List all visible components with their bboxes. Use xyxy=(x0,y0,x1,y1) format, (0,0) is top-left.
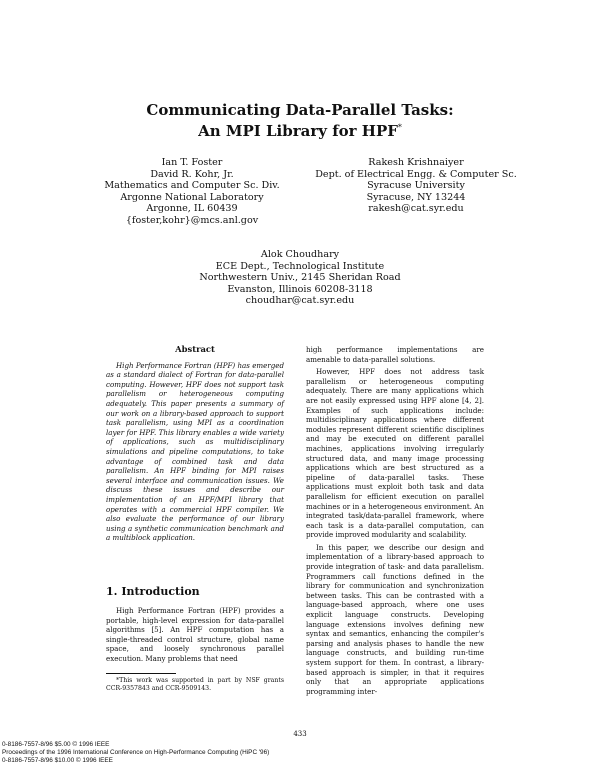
title-footnote-mark: * xyxy=(397,123,402,132)
author-name: David R. Kohr, Jr. xyxy=(150,168,234,180)
author-location: Evanston, Illinois 60208-3118 xyxy=(227,283,373,295)
author-name: Rakesh Krishnaiyer xyxy=(368,157,464,168)
author-affiliation: Argonne National Laboratory xyxy=(120,191,264,203)
author-affiliation: Mathematics and Computer Sc. Div. xyxy=(104,180,280,191)
author-email: rakesh@cat.syr.edu xyxy=(368,203,464,214)
author-location: Syracuse, NY 13244 xyxy=(366,191,466,203)
paper-title-line1: Communicating Data-Parallel Tasks: xyxy=(146,101,454,119)
abstract-text: High Performance Fortran (HPF) has emerged as a standard dialect of Fortran for data-parallel computing. However, HPF does not support task parallelism or heterogeneous computing adequately. This paper presents a summary of our work on a library-based approach to support task parallelism, using MPI as a coordination layer for HPF. This library enables a wide variety of applications, such as multidisciplinary simulations and pipeline computations, to take advantage of combined task and data parallelism. An HPF binding for MPI raises several interface and communication issues. We discuss these issues and describe our implementation of an HPF/MPI library that operates with a commercial HPF compiler. We also evaluate the performance of our library using a synthetic communication benchmark and a multiblock application. xyxy=(106,360,284,543)
author-block-choudhary xyxy=(150,249,450,307)
body-paragraph: high performance implementations are amenable to data-parallel solutions. xyxy=(306,345,484,364)
body-paragraph: However, HPF does not address task parallelism or heterogeneous computing adequately. There are many applications which are not easily expressed using HPF alone [4, 2]. Examples of such applications include: multidisciplinary applications where different modules represent different scientific disciplines and may be executed on different parallel machines, applications involving irregularly structured data, and many image processing applications which are best structured as a pipeline of data-parallel tasks. These applications must exploit both task and data parallelism for efficient execution on parallel machines or in a heterogeneous environment. An integrated task/data-parallel framework, where each task is a data-parallel computation, can provide improved modularity and scalability. xyxy=(306,367,484,540)
footnote-rule xyxy=(106,673,176,674)
author-affiliation: Syracuse University xyxy=(367,180,465,191)
author-block-krishnaiyer xyxy=(296,157,536,215)
body-paragraph: In this paper, we describe our design and implementation of a library-based approach to provide integration of task- and data parallelism. Programmers call functions defined in the library for communication and synchronization between tasks. This can be contrasted with a language-based approach, where one uses explicit language constructs. Developing language extensions involves defining new syntax and semantics, enhancing the compiler's parsing and analysis phases to handle the new language constructs, and building run-time system support for them. In contrast, a library-based approach is simpler, in that it requires only that an appropriate applications programming inter- xyxy=(306,542,484,696)
section-heading-introduction: 1. Introduction xyxy=(106,585,200,598)
footer-isbn: 0-8186-7557-8/96 $10.00 © 1996 IEEE xyxy=(2,757,113,764)
author-affiliation: Northwestern Univ., 2145 Sheridan Road xyxy=(199,272,401,283)
author-name: Alok Choudhary xyxy=(260,249,340,260)
paper-title-line2-text: An MPI Library for HPF xyxy=(198,122,398,140)
author-affiliation: Dept. of Electrical Engg. & Computer Sc. xyxy=(315,168,517,180)
footer-proceedings: Proceedings of the 1996 International Conference on High-Performance Computing (HiPC '96) xyxy=(2,749,270,756)
intro-text: High Performance Fortran (HPF) provides a portable, high-level expression for data-parallel algorithms [5]. An HPF computation has a single-threaded control structure, global name space, and loosely synchronous parallel execution. Many problems that need xyxy=(106,606,284,663)
intro-paragraph xyxy=(106,606,284,664)
author-email: choudhar@cat.syr.edu xyxy=(245,295,355,306)
right-column xyxy=(306,345,484,696)
author-location: Argonne, IL 60439 xyxy=(146,203,238,214)
footnote xyxy=(106,677,284,693)
page-number: 433 xyxy=(293,730,307,738)
author-email: {foster,kohr}@mcs.anl.gov xyxy=(125,214,259,226)
footnote-text: *This work was supported in part by NSF grants CCR-9357843 and CCR-9509143. xyxy=(106,677,284,692)
author-block-foster-kohr xyxy=(88,157,296,226)
abstract-heading: Abstract xyxy=(175,344,215,354)
author-name: Ian T. Foster xyxy=(161,157,223,168)
page-footer xyxy=(2,741,592,765)
abstract-section xyxy=(106,345,284,543)
paper-title-line2 xyxy=(0,119,600,140)
author-affiliation: ECE Dept., Technological Institute xyxy=(215,260,385,272)
footer-copyright: 0-8186-7557-8/96 $5.00 © 1996 IEEE xyxy=(2,741,110,748)
